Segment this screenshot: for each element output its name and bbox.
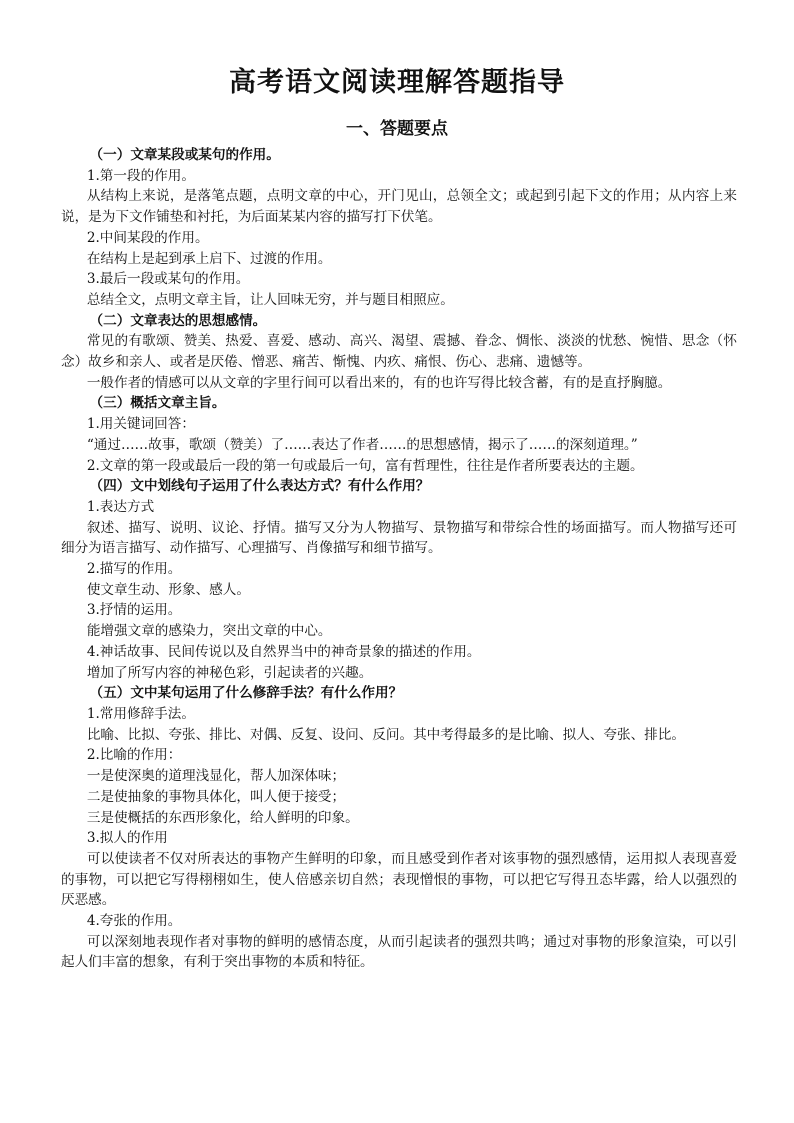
- item-label: 1.表达方式: [86, 498, 155, 515]
- quote-paragraph: “通过……故事，歌颂（赞美）了……表达了作者……的思想感情，揭示了……的深刻道理。”: [86, 436, 638, 453]
- paragraph: 可以深刻地表现作者对事物的鲜明的感情态度，从而引起读者的强烈共鸣；通过对事物的形象渲染，可以引起人们丰富的想象，有利于突出事物的本质和特征。: [61, 933, 737, 971]
- item-label: 2.描写的作用。: [86, 561, 182, 578]
- item-label: 2.中间某段的作用。: [86, 229, 209, 246]
- paragraph: 能增强文章的感染力，突出文章的中心。: [86, 623, 332, 640]
- paragraph: 可以使读者不仅对所表达的事物产生鲜明的印象，而且感受到作者对该事物的强烈感情，运用拟人表现喜爱的事物，可以把它写得栩栩如生，使人倍感亲切自然；表现憎恨的事物，可以把它写得丑态毕露，给人以强烈的厌恶感。: [61, 850, 737, 909]
- subsection-heading-2: （二）文章表达的思想感情。: [89, 312, 267, 329]
- paragraph: 叙述、描写、说明、议论、抒情。描写又分为人物描写、景物描写和带综合性的场面描写。而人物描写还可细分为语言描写、动作描写、心理描写、肖像描写和细节描写。: [61, 519, 737, 557]
- list-line: 二是使抽象的事物具体化，叫人便于接受；: [86, 788, 346, 805]
- paragraph: 常见的有歌颂、赞美、热爱、喜爱、感动、高兴、渴望、震撼、眷念、惆怅、淡淡的忧愁、惋惜、思念（怀念）故乡和亲人、或者是厌倦、憎恶、痛苦、惭愧、内疚、痛恨、伤心、悲痛、遗憾等。: [61, 333, 737, 371]
- subsection-heading-5: （五）文中某句运用了什么修辞手法？有什么作用？: [89, 685, 403, 702]
- item-label: 3.最后一段或某句的作用。: [86, 271, 250, 288]
- item-label: 4.夸张的作用。: [86, 913, 182, 930]
- subsection-heading-3: （三）概括文章主旨。: [89, 395, 226, 412]
- paragraph: 使文章生动、形象、感人。: [86, 581, 250, 598]
- item-label: 4.神话故事、民间传说以及自然界当中的神奇景象的描述的作用。: [86, 643, 481, 660]
- item-label: 1.用关键词回答：: [86, 416, 195, 433]
- item-label: 3.抒情的运用。: [86, 602, 182, 619]
- document-body: [61, 145, 737, 973]
- paragraph: 一般作者的情感可以从文章的字里行间可以看出来的，有的也许写得比较含蓄，有的是直抒胸臆。: [86, 374, 672, 391]
- section-heading: 一、答题要点: [346, 119, 448, 139]
- subsection-heading-4: （四）文中划线句子运用了什么表达方式？有什么作用？: [89, 478, 430, 495]
- item-label: 2.比喻的作用：: [86, 747, 182, 764]
- paragraph: 总结全文，点明文章主旨，让人回味无穷，并与题目相照应。: [86, 291, 454, 308]
- list-line: 一是使深奥的道理浅显化，帮人加深体味；: [86, 768, 346, 785]
- subsection-heading-1: （一）文章某段或某句的作用。: [89, 147, 280, 163]
- document-title: 高考语文阅读理解答题指导: [229, 67, 565, 98]
- paragraph: 在结构上是起到承上启下、过渡的作用。: [86, 250, 332, 267]
- item-label: 3.拟人的作用: [86, 830, 168, 847]
- paragraph: 2.文章的第一段或最后一段的第一句或最后一句，富有哲理性，往往是作者所要表达的主题。: [86, 457, 644, 474]
- paragraph: 比喻、比拟、夸张、排比、对偶、反复、设问、反问。其中考得最多的是比喻、拟人、夸张、排比。: [86, 726, 685, 743]
- list-line: 三是使概括的东西形象化，给人鲜明的印象。: [86, 809, 359, 826]
- paragraph: 增加了所写内容的神秘色彩，引起读者的兴趣。: [86, 664, 373, 681]
- item-label: 1.常用修辞手法。: [86, 705, 195, 722]
- paragraph: 从结构上来说，是落笔点题，点明文章的中心，开门见山，总领全文；或起到引起下文的作用；从内容上来说，是为下文作铺垫和衬托，为后面某某内容的描写打下伏笔。: [61, 188, 737, 226]
- item-label: 1.第一段的作用。: [86, 167, 195, 184]
